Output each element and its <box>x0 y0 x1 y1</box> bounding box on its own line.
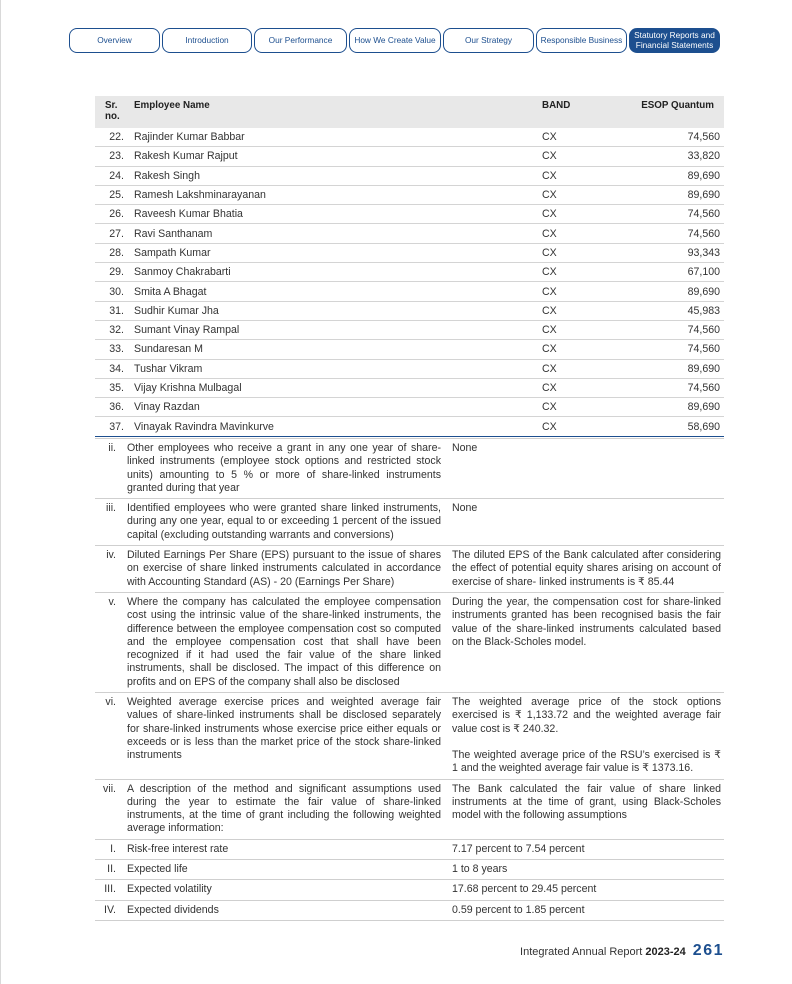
assumption-row-iv <box>95 900 724 920</box>
answer-paragraph: The weighted average price of the RSU’s exercised is ₹ 1 and the weighted average fair value is ₹ 1373.16. <box>452 748 721 775</box>
esop-table <box>95 96 724 437</box>
cell-band: CX <box>538 205 616 224</box>
table-row <box>95 205 724 224</box>
cell-employee-name: Ravi Santhanam <box>130 224 538 243</box>
assumption-label: Expected life <box>124 860 449 880</box>
table-row <box>95 185 724 204</box>
cell-sr-no: 29. <box>95 263 130 282</box>
assumption-label: Expected dividends <box>124 900 449 920</box>
cell-esop-quantum: 89,690 <box>616 185 724 204</box>
assumption-label: Risk-free interest rate <box>124 839 449 859</box>
cell-band: CX <box>538 128 616 147</box>
row-number: IV. <box>95 900 124 920</box>
cell-band: CX <box>538 398 616 417</box>
cell-sr-no: 24. <box>95 166 130 185</box>
cell-sr-no: 35. <box>95 378 130 397</box>
cell-band: CX <box>538 301 616 320</box>
table-row <box>95 378 724 397</box>
disclosure-row-vi <box>95 693 724 779</box>
cell-employee-name: Sundaresan M <box>130 340 538 359</box>
row-question: Diluted Earnings Per Share (EPS) pursuant to the issue of shares on exercise of share linked instruments calculated in accordance with Accounting Standard (AS) - 20 (Earnings Per Share) <box>124 546 449 593</box>
disclosure-row-v <box>95 592 724 692</box>
row-question: Identified employees who were granted share linked instruments, during any one year, equal to or exceeding 1 percent of the issued capital (excluding outstanding warrants and conversions) <box>124 499 449 546</box>
tab-how-we-create-value[interactable]: How We Create Value <box>349 28 441 53</box>
table-row <box>95 128 724 147</box>
cell-esop-quantum: 45,983 <box>616 301 724 320</box>
report-year: 2023-24 <box>645 946 686 958</box>
disclosure-row-ii <box>95 439 724 499</box>
cell-employee-name: Sampath Kumar <box>130 243 538 262</box>
table-row <box>95 243 724 262</box>
table-row <box>95 282 724 301</box>
cell-sr-no: 30. <box>95 282 130 301</box>
assumption-row-i <box>95 839 724 859</box>
cell-esop-quantum: 89,690 <box>616 166 724 185</box>
row-number: vii. <box>95 779 124 839</box>
tab-introduction[interactable]: Introduction <box>162 28 252 53</box>
row-number: v. <box>95 592 124 692</box>
table-row <box>95 224 724 243</box>
cell-sr-no: 37. <box>95 417 130 436</box>
table-row <box>95 263 724 282</box>
cell-esop-quantum: 74,560 <box>616 224 724 243</box>
row-number: II. <box>95 860 124 880</box>
row-answer: The diluted EPS of the Bank calculated after considering the effect of potential equity shares arising on account of exercise of share- linked instruments is ₹ 85.44 <box>449 546 724 593</box>
row-question: Weighted average exercise prices and weighted average fair values of share-linked instruments shall be disclosed separately for share-linked instruments whose exercise price either equals or exceeds or is less than the market price of the stock share-linked instruments <box>124 693 449 779</box>
tab-responsible-business[interactable]: Responsible Business <box>536 28 627 53</box>
cell-band: CX <box>538 185 616 204</box>
tab-our-strategy[interactable]: Our Strategy <box>443 28 534 53</box>
cell-esop-quantum: 58,690 <box>616 417 724 436</box>
header-band: BAND <box>538 96 616 128</box>
tab-our-performance[interactable]: Our Performance <box>254 28 347 53</box>
cell-sr-no: 25. <box>95 185 130 204</box>
row-question: A description of the method and significant assumptions used during the year to estimate the fair value of share-linked instruments, at the time of grant including the following weighted average information: <box>124 779 449 839</box>
disclosure-row-iii <box>95 499 724 546</box>
cell-employee-name: Raveesh Kumar Bhatia <box>130 205 538 224</box>
cell-employee-name: Rajinder Kumar Babbar <box>130 128 538 147</box>
cell-employee-name: Ramesh Lakshminarayanan <box>130 185 538 204</box>
cell-sr-no: 32. <box>95 320 130 339</box>
row-number: iv. <box>95 546 124 593</box>
row-question: Other employees who receive a grant in any one year of share-linked instruments (employee stock options and restricted stock units) amounting to 5 % or more of share-linked instruments granted during that year <box>124 439 449 499</box>
cell-employee-name: Rakesh Singh <box>130 166 538 185</box>
cell-employee-name: Sanmoy Chakrabarti <box>130 263 538 282</box>
cell-esop-quantum: 89,690 <box>616 282 724 301</box>
header-sr-no: Sr. no. <box>95 96 130 128</box>
row-number: I. <box>95 839 124 859</box>
table-row <box>95 301 724 320</box>
cell-band: CX <box>538 320 616 339</box>
table-row <box>95 147 724 166</box>
disclosure-row-vii <box>95 779 724 839</box>
table-header-row <box>95 96 724 128</box>
cell-employee-name: Smita A Bhagat <box>130 282 538 301</box>
footer-report-title <box>520 946 686 958</box>
esop-table-body <box>95 128 724 436</box>
cell-esop-quantum: 74,560 <box>616 378 724 397</box>
table-row <box>95 359 724 378</box>
disclosure-row-iv <box>95 546 724 593</box>
table-row <box>95 398 724 417</box>
paragraph-gap <box>452 736 721 749</box>
cell-band: CX <box>538 243 616 262</box>
cell-sr-no: 26. <box>95 205 130 224</box>
cell-sr-no: 36. <box>95 398 130 417</box>
cell-employee-name: Vinayak Ravindra Mavinkurve <box>130 417 538 436</box>
cell-esop-quantum: 67,100 <box>616 263 724 282</box>
assumption-value: 1 to 8 years <box>449 860 724 880</box>
table-row <box>95 417 724 436</box>
page-number: 261 <box>692 942 724 959</box>
cell-band: CX <box>538 340 616 359</box>
cell-band: CX <box>538 417 616 436</box>
header-employee-name: Employee Name <box>130 96 538 128</box>
cell-band: CX <box>538 147 616 166</box>
cell-band: CX <box>538 359 616 378</box>
cell-employee-name: Rakesh Kumar Rajput <box>130 147 538 166</box>
cell-band: CX <box>538 263 616 282</box>
cell-esop-quantum: 33,820 <box>616 147 724 166</box>
cell-esop-quantum: 89,690 <box>616 398 724 417</box>
cell-esop-quantum: 74,560 <box>616 205 724 224</box>
table-row <box>95 340 724 359</box>
cell-esop-quantum: 74,560 <box>616 340 724 359</box>
cell-employee-name: Vijay Krishna Mulbagal <box>130 378 538 397</box>
disclosure-table <box>95 438 724 921</box>
row-number: ii. <box>95 439 124 499</box>
cell-band: CX <box>538 378 616 397</box>
table-row <box>95 320 724 339</box>
row-answer <box>449 693 724 779</box>
cell-sr-no: 22. <box>95 128 130 147</box>
cell-esop-quantum: 89,690 <box>616 359 724 378</box>
row-answer: During the year, the compensation cost for share-linked instruments granted has been recognised basis the fair value of the share-linked instruments calculated based on the Black-Scholes model. <box>449 592 724 692</box>
answer-paragraph: The weighted average price of the stock options exercised is ₹ 1,133.72 and the weighted average fair value cost is ₹ 240.32. <box>452 696 721 735</box>
cell-esop-quantum: 74,560 <box>616 320 724 339</box>
table-row <box>95 166 724 185</box>
assumption-value: 17.68 percent to 29.45 percent <box>449 880 724 900</box>
cell-band: CX <box>538 282 616 301</box>
assumption-value: 0.59 percent to 1.85 percent <box>449 900 724 920</box>
cell-esop-quantum: 74,560 <box>616 128 724 147</box>
cell-sr-no: 34. <box>95 359 130 378</box>
cell-sr-no: 23. <box>95 147 130 166</box>
cell-employee-name: Vinay Razdan <box>130 398 538 417</box>
section-nav <box>69 28 724 53</box>
cell-band: CX <box>538 224 616 243</box>
row-answer: None <box>449 439 724 499</box>
cell-employee-name: Tushar Vikram <box>130 359 538 378</box>
page-footer <box>520 942 724 960</box>
cell-sr-no: 27. <box>95 224 130 243</box>
assumption-label: Expected volatility <box>124 880 449 900</box>
cell-employee-name: Sudhir Kumar Jha <box>130 301 538 320</box>
row-number: vi. <box>95 693 124 779</box>
cell-sr-no: 28. <box>95 243 130 262</box>
row-answer: The Bank calculated the fair value of share linked instruments at the time of grant, using Black-Scholes model with the following assumptions <box>449 779 724 839</box>
row-number: III. <box>95 880 124 900</box>
cell-esop-quantum: 93,343 <box>616 243 724 262</box>
tab-statutory-reports[interactable]: Statutory Reports and Financial Statements <box>629 28 720 53</box>
report-name: Integrated Annual Report <box>520 946 643 958</box>
row-answer: None <box>449 499 724 546</box>
cell-sr-no: 31. <box>95 301 130 320</box>
assumption-row-ii <box>95 860 724 880</box>
row-question: Where the company has calculated the employee compensation cost using the intrinsic value of the share-linked instruments, the difference between the employee compensation cost so computed and the employee compensation cost that shall have been recognized if it had used the fair value of the share linked instruments, shall be disclosed. The impact of this difference on profits and on EPS of the company shall also be disclosed <box>124 592 449 692</box>
row-number: iii. <box>95 499 124 546</box>
assumption-value: 7.17 percent to 7.54 percent <box>449 839 724 859</box>
tab-overview[interactable]: Overview <box>69 28 160 53</box>
cell-band: CX <box>538 166 616 185</box>
cell-employee-name: Sumant Vinay Rampal <box>130 320 538 339</box>
header-esop-quantum: ESOP Quantum <box>616 96 724 128</box>
cell-sr-no: 33. <box>95 340 130 359</box>
assumption-row-iii <box>95 880 724 900</box>
page-edge-rule <box>0 0 1 984</box>
